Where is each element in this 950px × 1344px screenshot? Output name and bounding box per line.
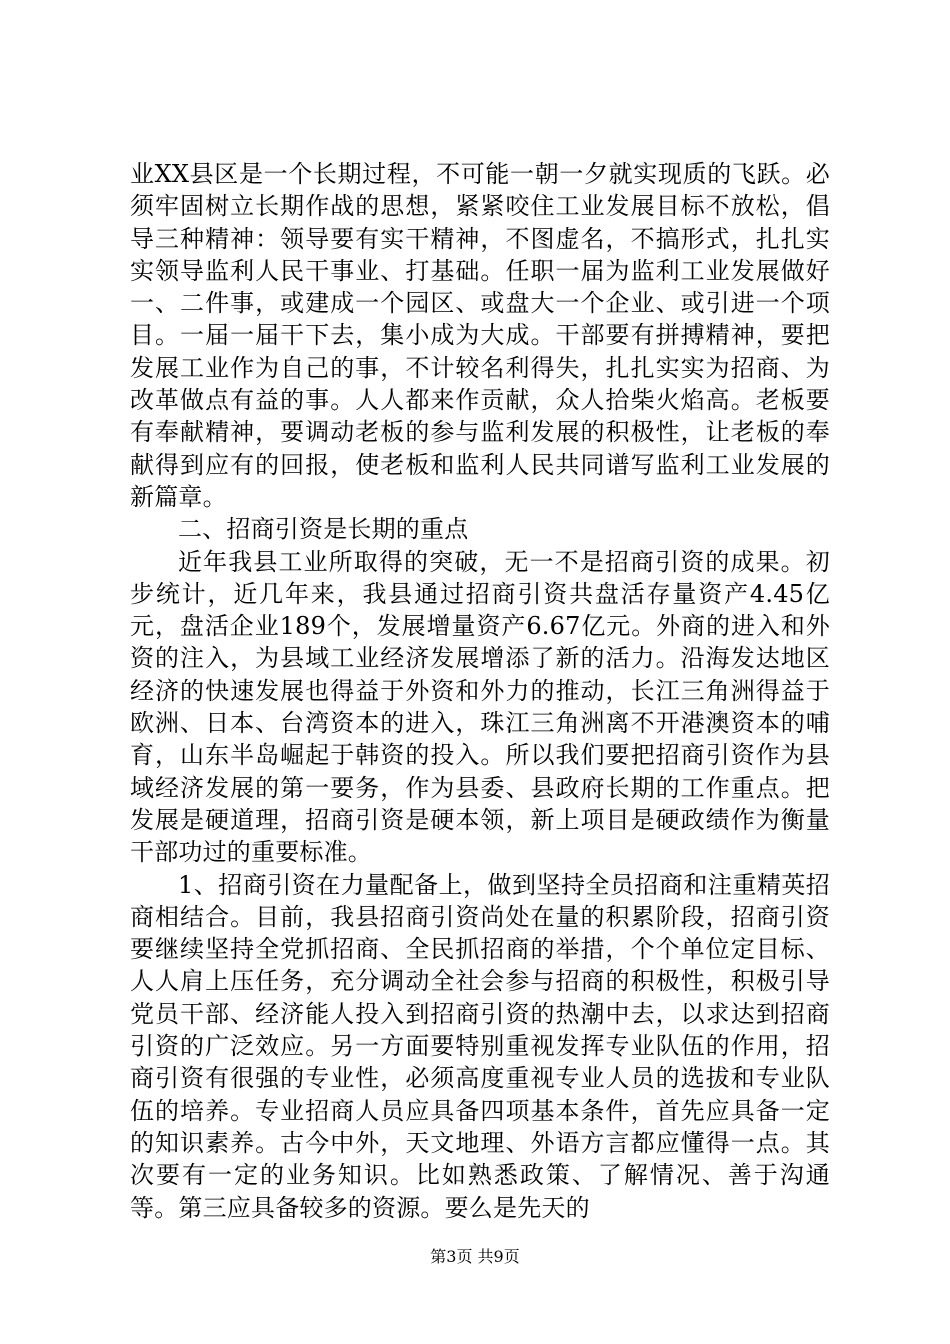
page-footer <box>0 1247 950 1267</box>
paragraph-continuation: 业XX县区是一个长期过程，不可能一朝一夕就实现质的飞跃。必须牢固树立长期作战的思想，紧紧咬住工业发展目标不放松，倡导三种精神：领导要有实干精神，不图虚名，不搞形式，扎扎实实领导监利人民干事业、打基础。任职一届为监利工业发展做好一、二件事，或建成一个园区、或盘大一个企业、或引进一个项目。一届一届干下去，集小成为大成。干部要有拼搏精神，要把发展工业作为自己的事，不计较名利得失，扎扎实实为招商、为改革做点有益的事。人人都来作贡献，众人拾柴火焰高。老板要有奉献精神，要调动老板的参与监利发展的积极性，让老板的奉献得到应有的回报，使老板和监利人民共同谱写监利工业发展的新篇章。 <box>130 160 830 511</box>
document-body <box>130 158 830 1224</box>
paragraph-investment-results: 近年我县工业所取得的突破，无一不是招商引资的成果。初步统计，近几年来，我县通过招商引资共盘活存量资产4.45亿元，盘活企业189个，发展增量资产6.67亿元。外商的进入和外资的注入，为县域工业经济发展增添了新的活力。沿海发达地区经济的快速发展也得益于外资和外力的推动，长江三角洲得益于欧洲、日本、台湾资本的进入，珠江三角洲离不开港澳资本的哺育，山东半岛崛起于韩资的投入。所以我们要把招商引资作为县域经济发展的第一要务，作为县委、县政府长期的工作重点。把发展是硬道理，招商引资是硬本领，新上项目是硬政绩作为衡量干部功过的重要标准。 <box>130 547 830 867</box>
page-number-label: 第3页 共9页 <box>430 1247 520 1266</box>
paragraph-staffing: 1、招商引资在力量配备上，做到坚持全员招商和注重精英招商相结合。目前，我县招商引资尚处在量的积累阶段，招商引资要继续坚持全党抓招商、全民抓招商的举措，个个单位定目标、人人肩上压任务，充分调动全社会参与招商的积极性，积极引导党员干部、经济能人投入到招商引资的热潮中去，以求达到招商引资的广泛效应。另一方面要特别重视发挥专业队伍的作用，招商引资有很强的专业性，必须高度重视专业人员的选拔和专业队伍的培养。专业招商人员应具备四项基本条件，首先应具备一定的知识素养。古今中外，天文地理、外语方言都应懂得一点。其次要有一定的业务知识。比如熟悉政策、了解情况、善于沟通等。第三应具备较多的资源。要么是先天的 <box>130 870 830 1222</box>
section-heading: 二、招商引资是长期的重点 <box>178 515 469 544</box>
